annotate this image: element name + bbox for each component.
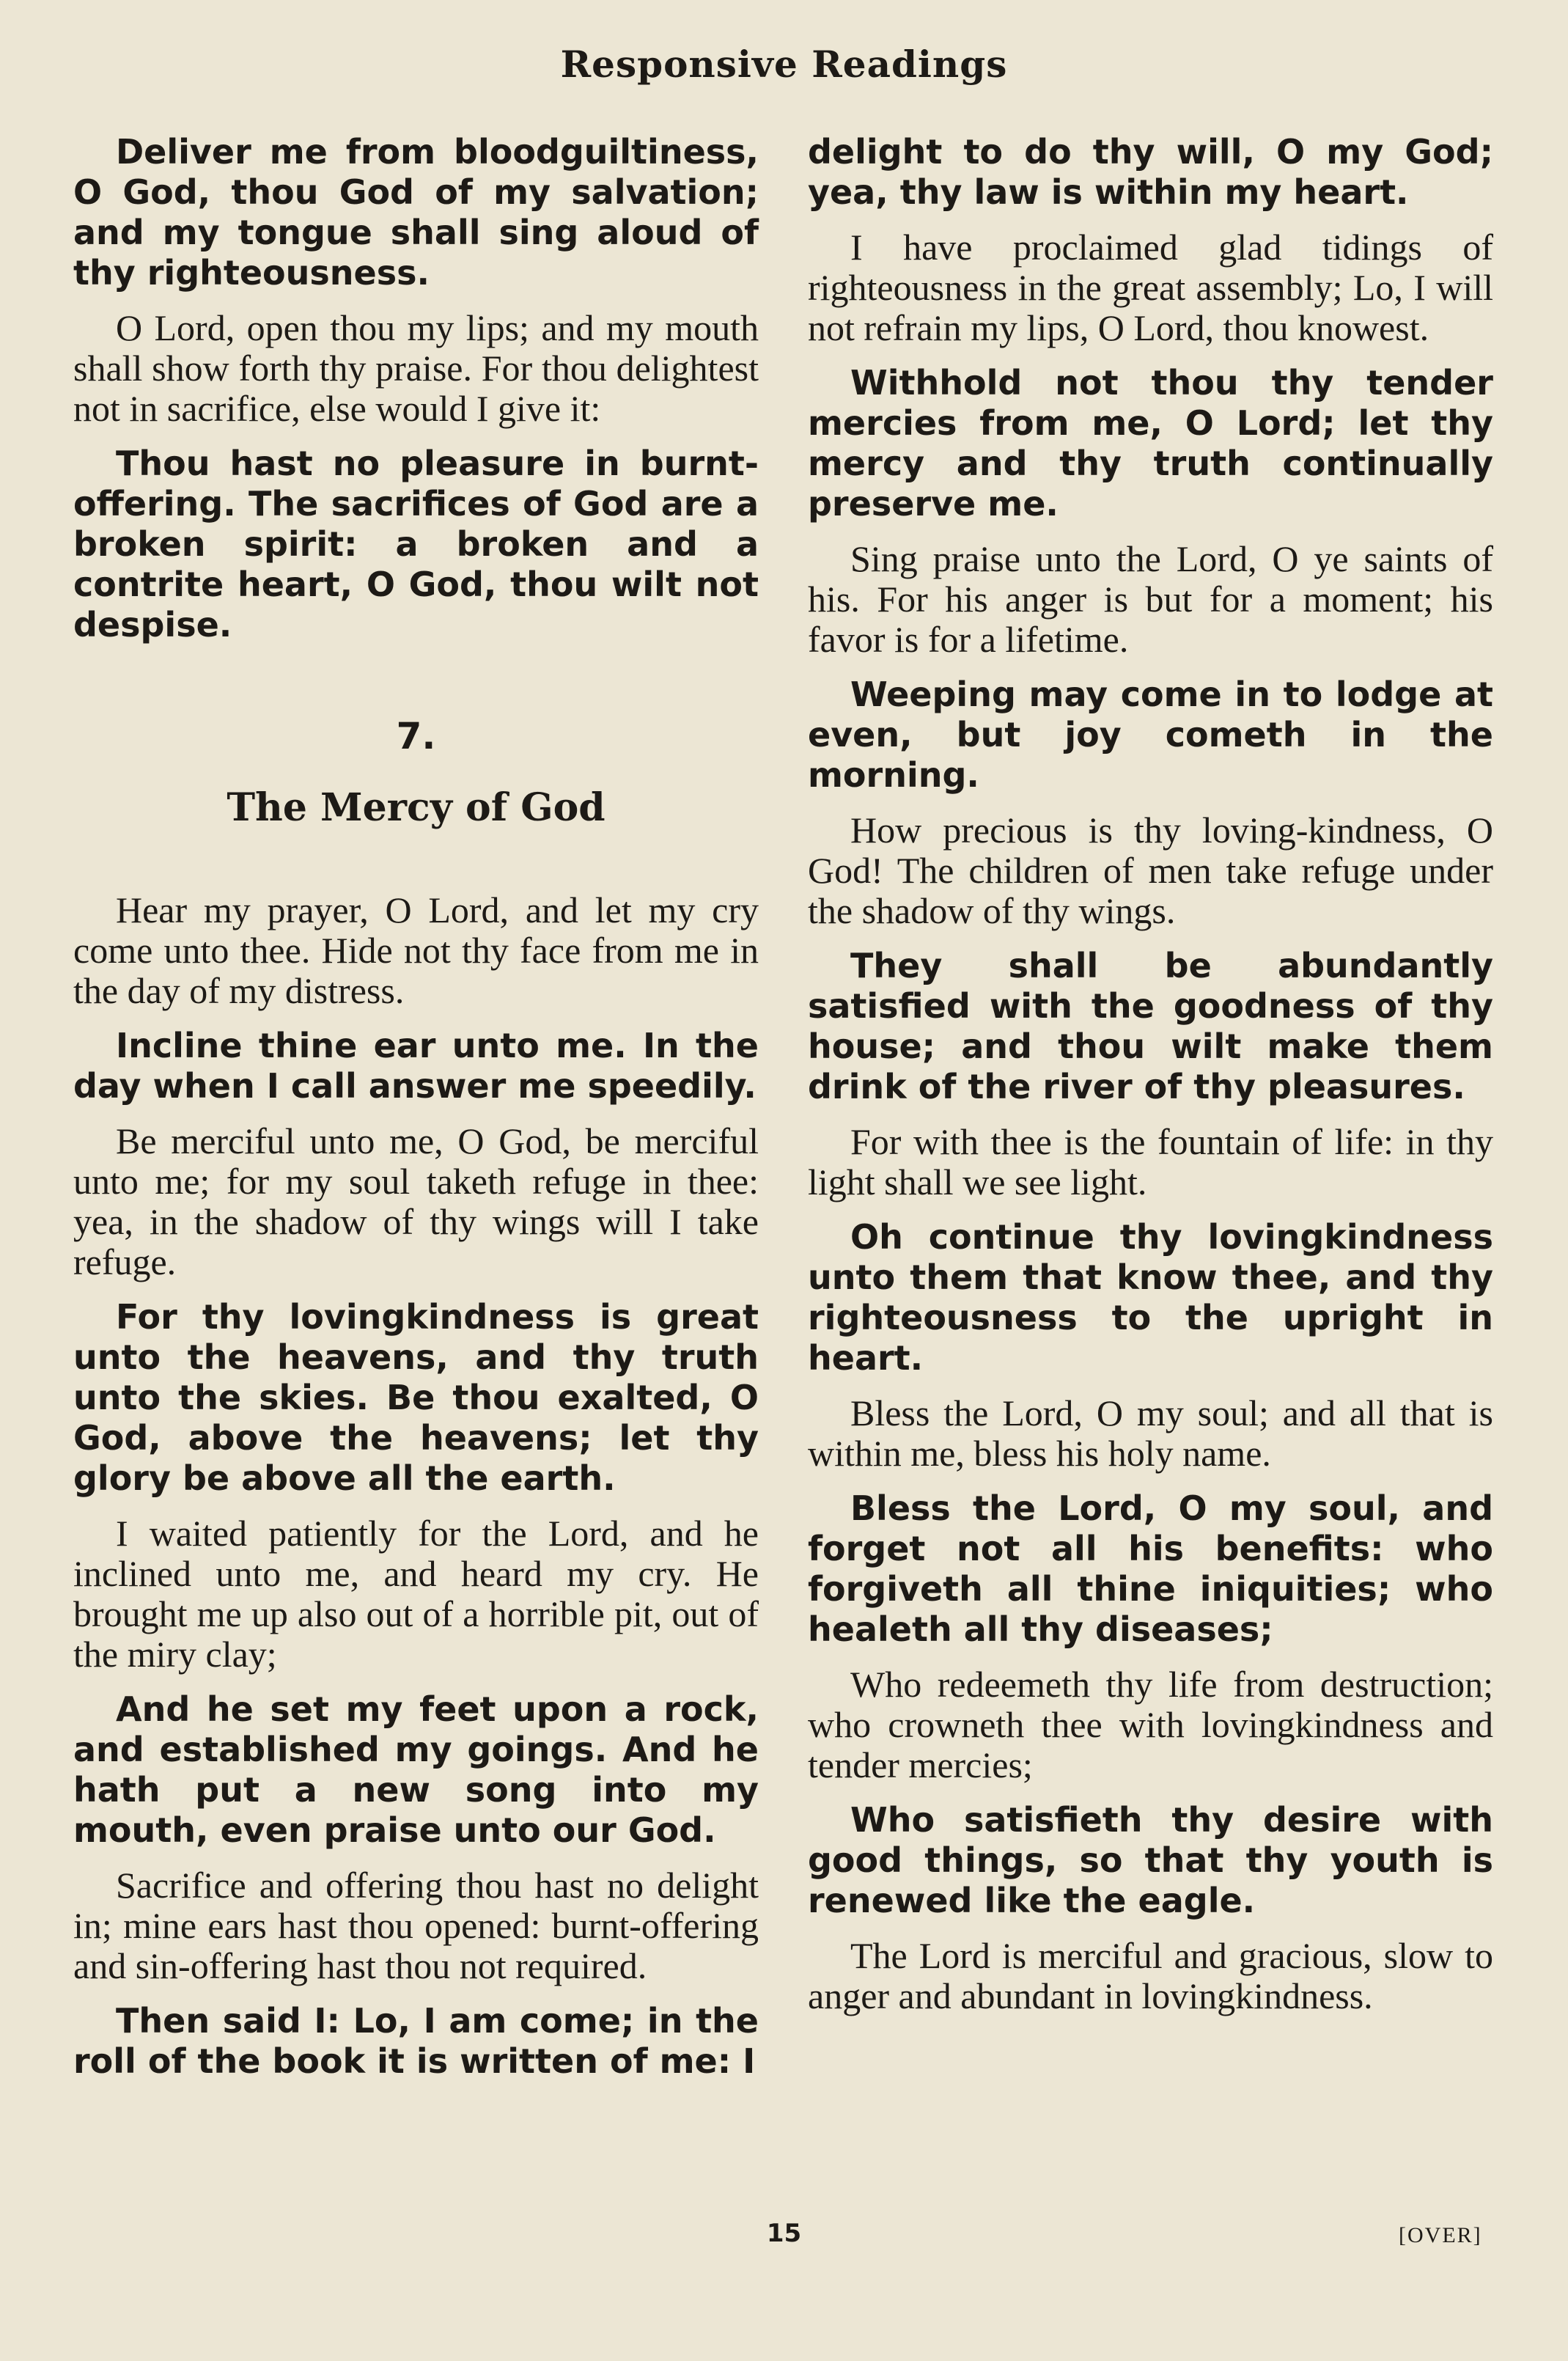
verse-paragraph: Sacrifice and offering thou hast no delight in; mine ears hast thou opened: burnt-offering and sin-offering hast thou not required.: [73, 1865, 759, 1986]
verse-paragraph: I waited patiently for the Lord, and he inclined unto me, and heard my cry. He brought me up also out of a horrible pit, out of the miry clay;: [73, 1513, 759, 1675]
verse-paragraph: Incline thine ear unto me. In the day when I call answer me speedily.: [73, 1026, 759, 1106]
over-marker: [OVER]: [1399, 2223, 1482, 2247]
verse-paragraph: For with thee is the fountain of life: in thy light shall we see light.: [808, 1121, 1493, 1202]
section-number: 7.: [396, 715, 436, 757]
verse-paragraph: Bless the Lord, O my soul, and forget not all his benefits: who forgiveth all thine iniquities; who healeth all thy diseases;: [808, 1488, 1493, 1649]
verse-paragraph: Bless the Lord, O my soul; and all that is within me, bless his holy name.: [808, 1392, 1493, 1474]
verse-paragraph: I have proclaimed glad tidings of righteousness in the great assembly; Lo, I will not refrain my lips, O Lord, thou knowest.: [808, 227, 1493, 348]
verse-paragraph: Then said I: Lo, I am come; in the roll of the book it is written of me: I: [73, 2001, 759, 2081]
verse-paragraph: Withhold not thou thy tender mercies from me, O Lord; let thy mercy and thy truth continually preserve me.: [808, 363, 1493, 524]
section-title: The Mercy of God: [227, 785, 606, 830]
verse-paragraph: Weeping may come in to lodge at even, but joy cometh in the morning.: [808, 675, 1493, 795]
verse-paragraph: And he set my feet upon a rock, and established my goings. And he hath put a new song into my mouth, even praise unto our God.: [73, 1689, 759, 1850]
verse-paragraph: How precious is thy loving-kindness, O God! The children of men take refuge under the shadow of thy wings.: [808, 809, 1493, 931]
verse-paragraph: They shall be abundantly satisfied with the goodness of thy house; and thou wilt make them drink of the river of thy pleasures.: [808, 946, 1493, 1106]
right-column: [808, 132, 1493, 2031]
verse-paragraph: delight to do thy will, O my God; yea, thy law is within my heart.: [808, 132, 1493, 212]
verse-paragraph: Who redeemeth thy life from destruction; who crowneth thee with lovingkindness and tender mercies;: [808, 1664, 1493, 1785]
verse-paragraph: Sing praise unto the Lord, O ye saints of his. For his anger is but for a moment; his favor is for a lifetime.: [808, 538, 1493, 660]
verse-paragraph: Hear my prayer, O Lord, and let my cry come unto thee. Hide not thy face from me in the day of my distress.: [73, 889, 759, 1011]
left-column: [73, 132, 759, 2096]
page-number: 15: [766, 2219, 802, 2248]
running-head: Responsive Readings: [560, 43, 1008, 86]
verse-paragraph: Deliver me from bloodguiltiness, O God, thou God of my salvation; and my tongue shall sing aloud of thy righteousness.: [73, 132, 759, 293]
verse-paragraph: Oh continue thy lovingkindness unto them that know thee, and thy righteousness to the upright in heart.: [808, 1217, 1493, 1378]
verse-paragraph: Who satisfieth thy desire with good things, so that thy youth is renewed like the eagle.: [808, 1800, 1493, 1920]
verse-paragraph: O Lord, open thou my lips; and my mouth shall show forth thy praise. For thou delightest not in sacrifice, else would I give it:: [73, 307, 759, 429]
verse-paragraph: For thy lovingkindness is great unto the heavens, and thy truth unto the skies. Be thou exalted, O God, above the heavens; let thy glory be above all the earth.: [73, 1297, 759, 1498]
verse-paragraph: Be merciful unto me, O God, be merciful unto me; for my soul taketh refuge in thee: yea, in the shadow of thy wings will I take refuge.: [73, 1120, 759, 1282]
verse-paragraph: The Lord is merciful and gracious, slow to anger and abundant in lovingkindness.: [808, 1935, 1493, 2016]
verse-paragraph: Thou hast no pleasure in burnt-offering. The sacrifices of God are a broken spirit: a broken and a contrite heart, O God, thou wilt not despise.: [73, 444, 759, 645]
